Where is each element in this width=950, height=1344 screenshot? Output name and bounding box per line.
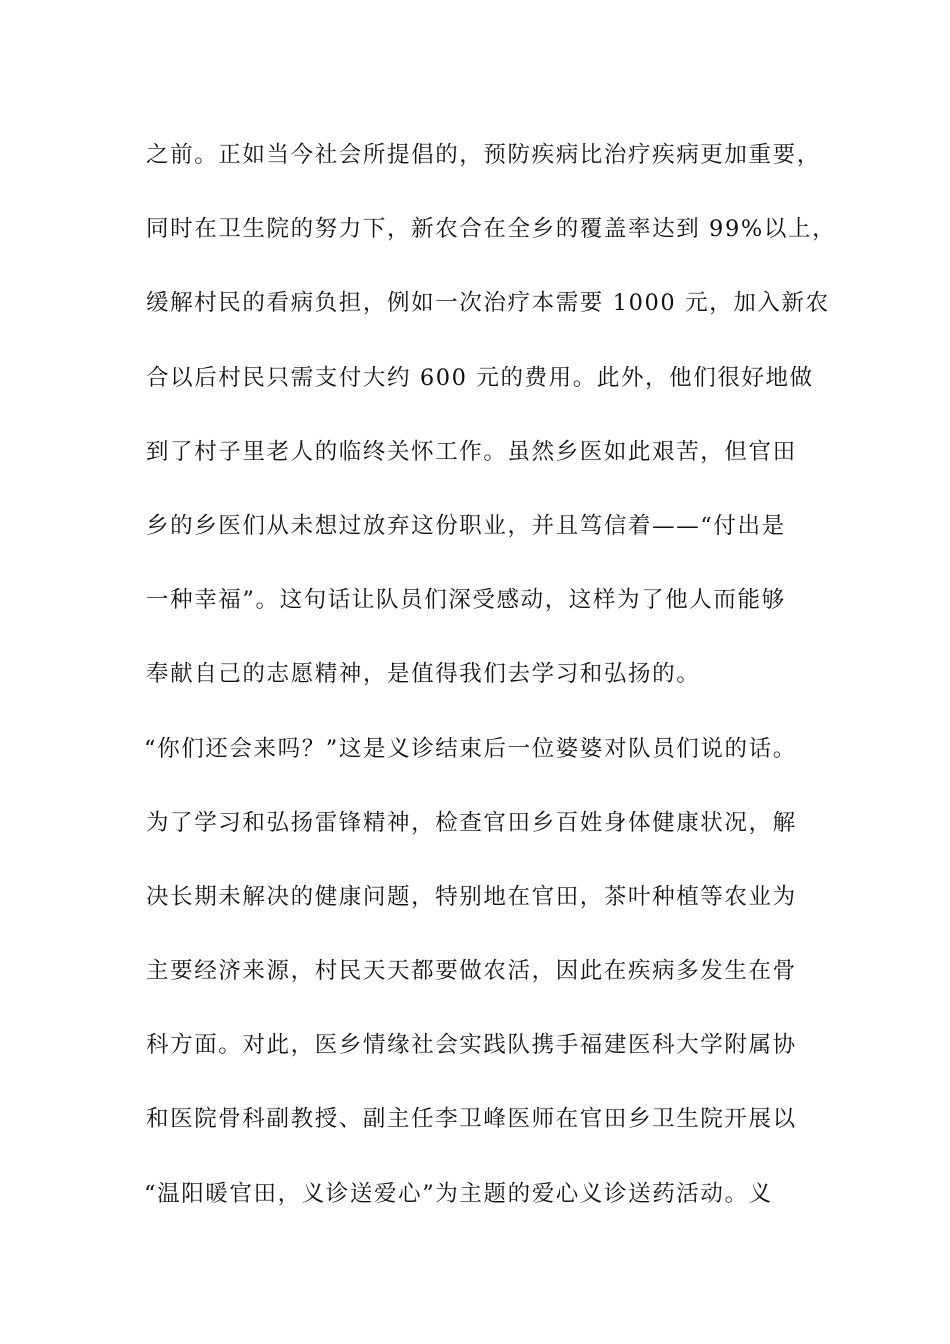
text-line: 缓解村民的看病负担，例如一次治疗本需要 1000 元，加入新农 [146,290,830,317]
text-line: 同时在卫生院的努力下，新农合在全乡的覆盖率达到 99%以上， [146,216,837,243]
text-line: 一种幸福”。这句话让队员们深受感动，这样为了他人而能够 [146,587,786,614]
text-line: 主要经济来源，村民天天都要做农活，因此在疾病多发生在骨 [146,958,797,985]
text-line: 合以后村民只需支付大约 600 元的费用。此外，他们很好地做 [146,364,814,391]
text-line: 到了村子里老人的临终关怀工作。虽然乡医如此艰苦，但官田 [146,438,797,465]
text-line: 奉献自己的志愿精神，是值得我们去学习和弘扬的。 [146,661,701,688]
text-line: 为了学习和弘扬雷锋精神，检查官田乡百姓身体健康状况，解 [146,809,797,836]
text-line: 乡的乡医们从未想过放弃这份职业，并且笃信着——“付出是 [146,512,786,539]
text-line: 之前。正如当今社会所提倡的，预防疾病比治疗疾病更加重要， [146,142,821,168]
body-text [146,130,836,1243]
text-line: 和医院骨科副教授、副主任李卫峰医师在官田乡卫生院开展以 [146,1106,797,1133]
text-line: “温阳暖官田，义诊送爱心”为主题的爱心义诊送药活动。义 [144,1180,773,1207]
text-line: 科方面。对此，医乡情缘社会实践队携手福建医科大学附属协 [146,1032,797,1059]
text-line: “你们还会来吗？”这是义诊结束后一位婆婆对队员们说的话。 [144,735,797,762]
text-line: 决长期未解决的健康问题，特别地在官田，茶叶种植等农业为 [146,883,797,910]
